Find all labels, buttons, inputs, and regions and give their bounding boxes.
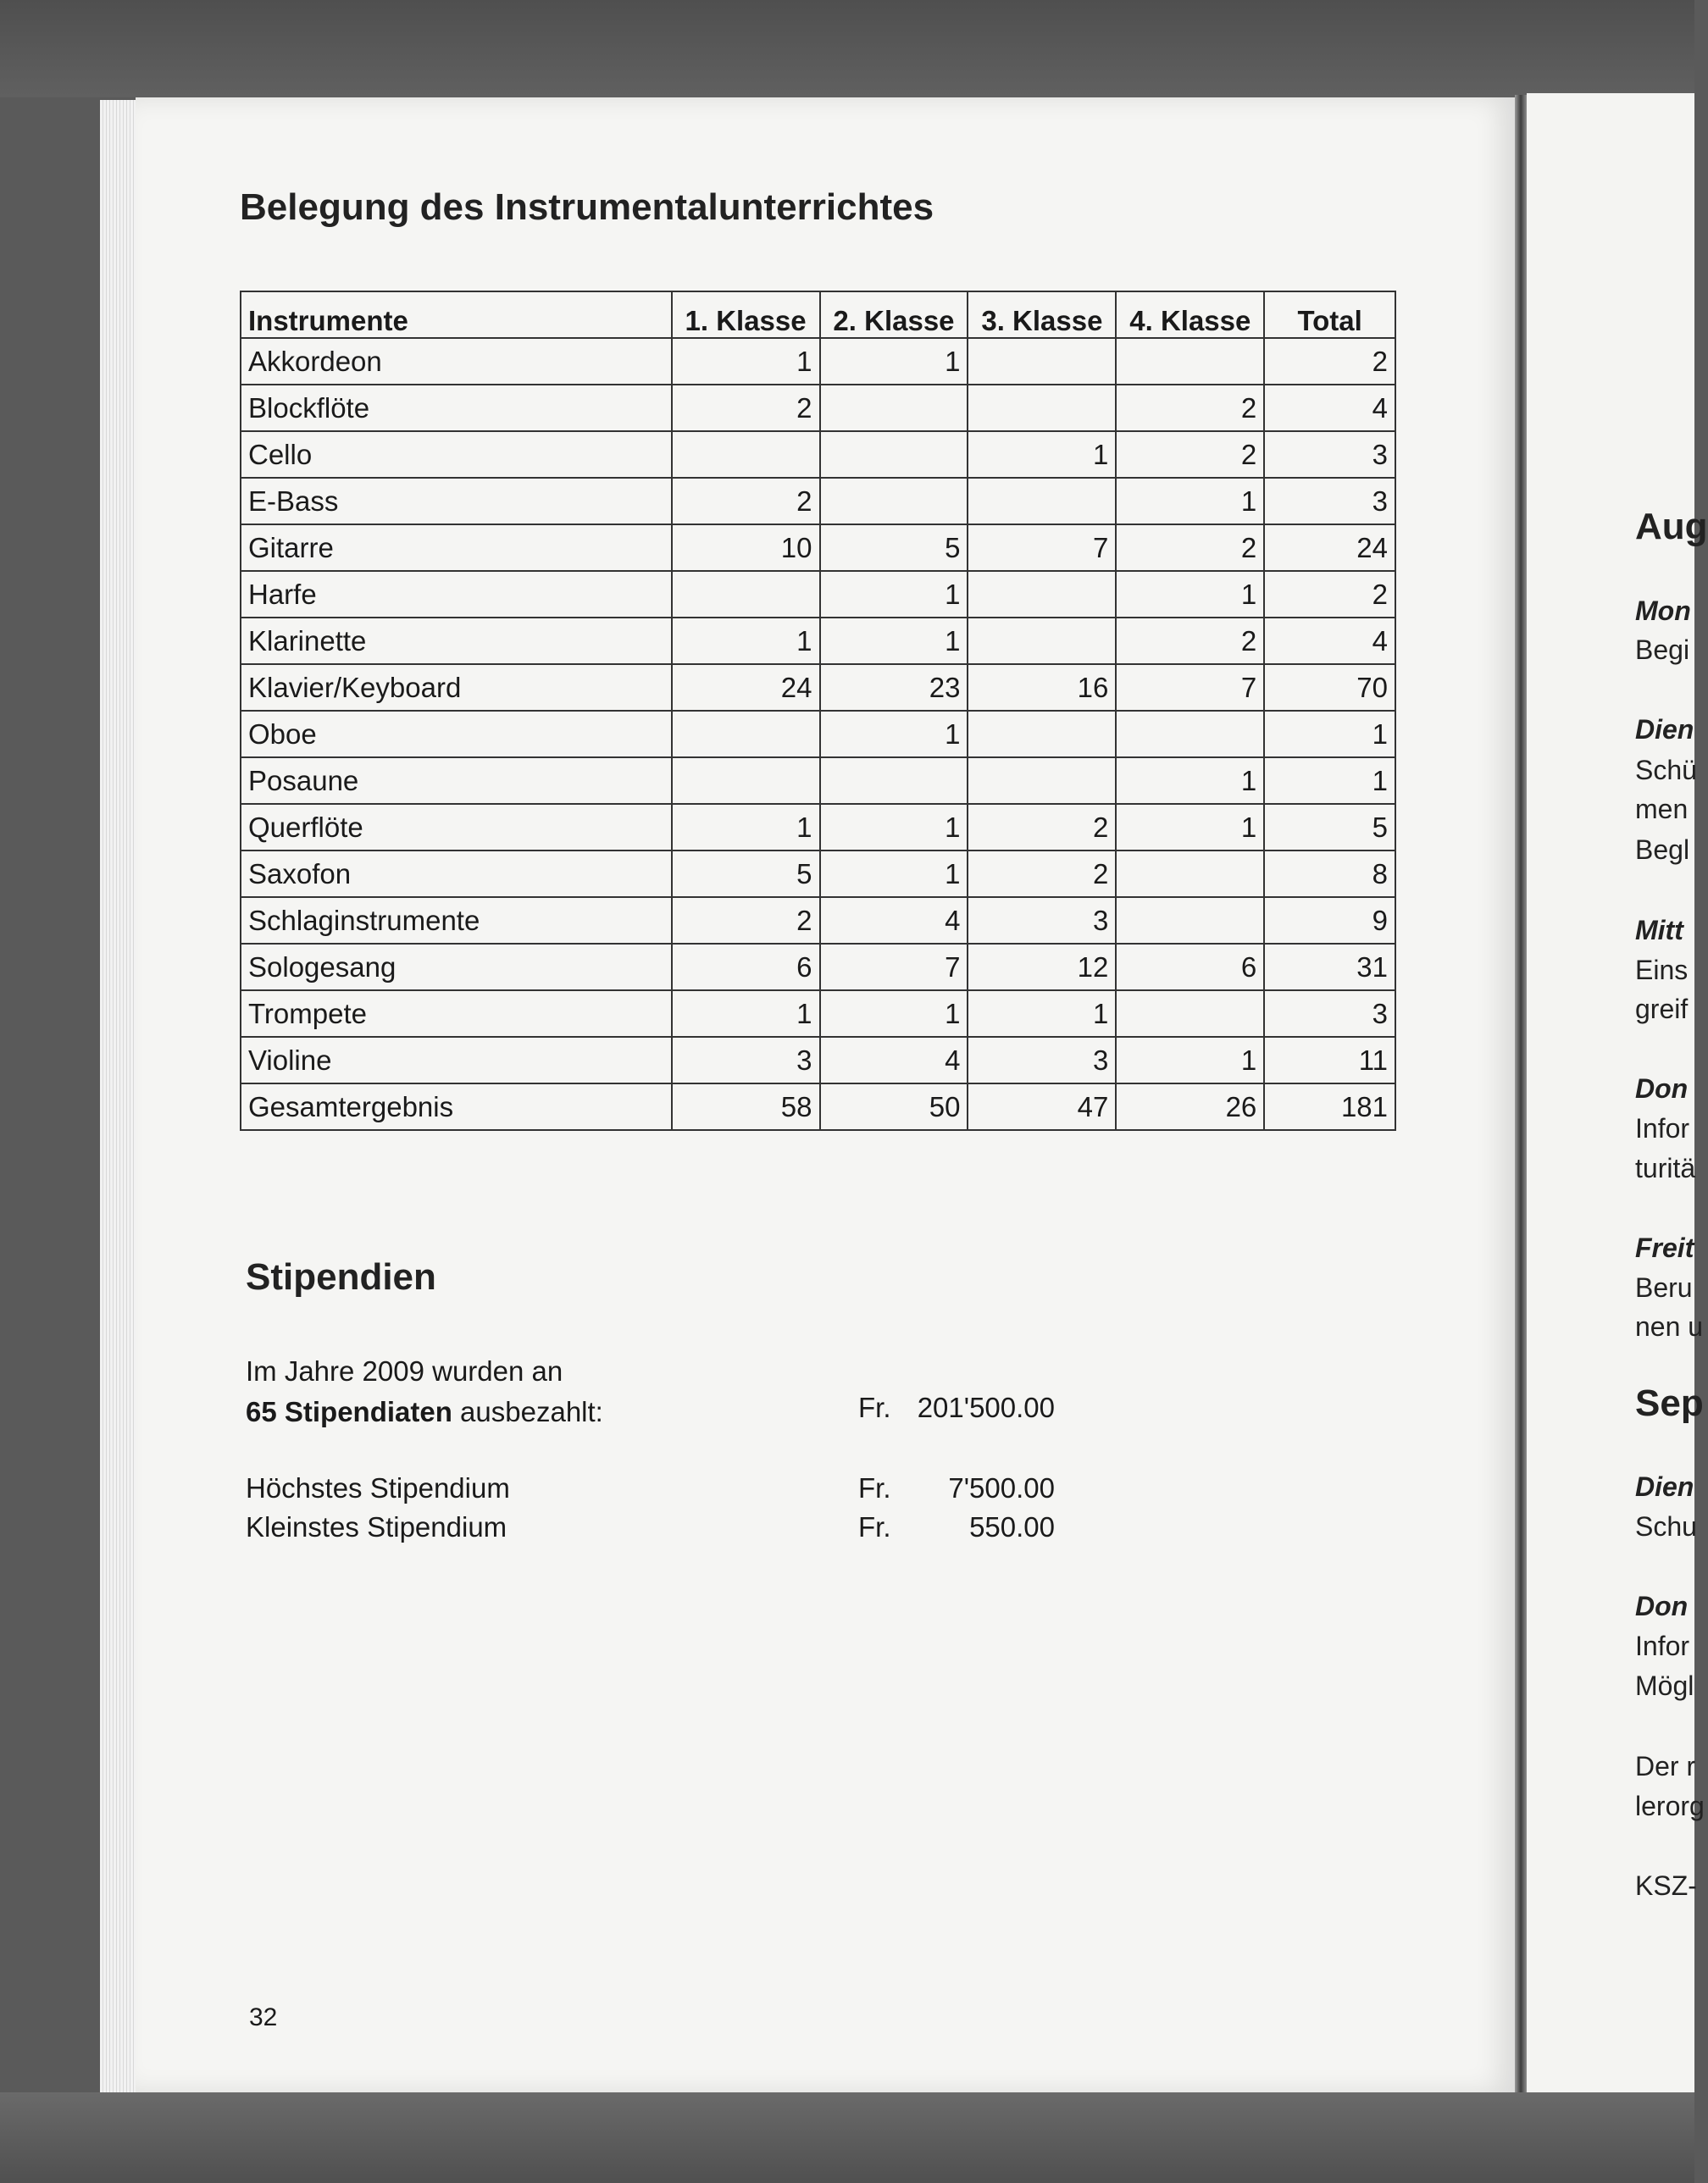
right-day-label: Don (1635, 1591, 1689, 1621)
right-day-label: Mitt (1635, 915, 1683, 945)
count-cell: 23 (820, 664, 968, 711)
count-cell: 5 (820, 524, 968, 571)
table-row (241, 711, 1395, 757)
count-cell: 6 (1116, 944, 1264, 990)
currency-label: Fr. (858, 1472, 891, 1504)
column-header: 2. Klasse (820, 291, 968, 338)
count-cell: 1 (820, 338, 968, 385)
count-cell: 1 (1116, 1037, 1264, 1083)
table-row (241, 478, 1395, 524)
count-cell: 1 (672, 990, 820, 1037)
count-cell (968, 385, 1116, 431)
total-cell: 9 (1264, 897, 1395, 944)
total-cell: 70 (1264, 664, 1395, 711)
right-text: Beru (1635, 1272, 1693, 1303)
total-cell: 2 (1264, 338, 1395, 385)
count-cell: 1 (820, 571, 968, 618)
count-cell: 3 (968, 897, 1116, 944)
count-cell (968, 478, 1116, 524)
count-cell (820, 431, 968, 478)
count-cell: 16 (968, 664, 1116, 711)
count-cell (820, 757, 968, 804)
intro-rest: ausbezahlt: (452, 1396, 603, 1427)
count-cell (1116, 711, 1264, 757)
count-cell: 1 (1116, 757, 1264, 804)
count-cell (968, 338, 1116, 385)
count-cell: 1 (820, 618, 968, 664)
count-cell (1116, 850, 1264, 897)
total-cell: 1 (1264, 757, 1395, 804)
right-text: Begi (1635, 634, 1690, 665)
instrument-cell: Oboe (241, 711, 672, 757)
total-cell: 24 (1264, 524, 1395, 571)
right-text: KSZ- (1635, 1870, 1697, 1901)
page-title: Belegung des Instrumentalunterrichtes (240, 186, 934, 228)
right-text: men (1635, 794, 1689, 824)
right-text: lerorg (1635, 1791, 1705, 1821)
instrument-cell: Schlaginstrumente (241, 897, 672, 944)
count-cell: 12 (968, 944, 1116, 990)
count-cell: 1 (968, 990, 1116, 1037)
count-cell: 1 (820, 711, 968, 757)
count-cell: 2 (968, 850, 1116, 897)
min-stipendium-label: Kleinstes Stipendium (246, 1511, 507, 1543)
table-row (241, 850, 1395, 897)
instrument-cell: Akkordeon (241, 338, 672, 385)
intro-line: Im Jahre 2009 wurden an (246, 1355, 563, 1387)
instrument-cell: Blockflöte (241, 385, 672, 431)
count-cell (672, 711, 820, 757)
count-cell: 2 (1116, 618, 1264, 664)
right-day-label: Dien (1635, 714, 1694, 745)
count-cell: 1 (968, 431, 1116, 478)
table-row (241, 990, 1395, 1037)
table-body (241, 338, 1395, 1130)
count-cell: 1 (1116, 478, 1264, 524)
count-cell: 7 (968, 524, 1116, 571)
count-cell (1116, 338, 1264, 385)
book-gutter (1515, 95, 1527, 2096)
count-cell: 2 (1116, 385, 1264, 431)
count-cell: 1 (672, 618, 820, 664)
count-cell: 7 (820, 944, 968, 990)
count-cell (968, 618, 1116, 664)
instrument-cell: E-Bass (241, 478, 672, 524)
currency-label: Fr. (858, 1511, 891, 1543)
currency-label: Fr. (858, 1392, 891, 1423)
column-header: Instrumente (241, 291, 672, 338)
table-row (241, 571, 1395, 618)
total-cell: 2 (1264, 571, 1395, 618)
total-cell: 11 (1264, 1037, 1395, 1083)
total-cell: 3 (1264, 990, 1395, 1037)
count-cell: 2 (1116, 431, 1264, 478)
total-cell: 3 (1264, 478, 1395, 524)
right-text: Infor (1635, 1631, 1690, 1661)
instrument-cell: Gesamtergebnis (241, 1083, 672, 1130)
amount-value: 7'500.00 (948, 1472, 1055, 1504)
total-cell: 8 (1264, 850, 1395, 897)
right-heading: Sep (1635, 1382, 1704, 1424)
count-cell (672, 431, 820, 478)
table-row (241, 897, 1395, 944)
intro-line-2 (246, 1392, 603, 1432)
amount-value: 201'500.00 (917, 1392, 1055, 1423)
instrument-cell: Violine (241, 1037, 672, 1083)
table-row (241, 1037, 1395, 1083)
count-cell: 2 (1116, 524, 1264, 571)
instrument-cell: Trompete (241, 990, 672, 1037)
count-cell: 1 (820, 850, 968, 897)
table-row (241, 804, 1395, 850)
count-cell (968, 711, 1116, 757)
count-cell: 1 (820, 990, 968, 1037)
right-text: greif (1635, 994, 1689, 1024)
count-cell: 10 (672, 524, 820, 571)
count-cell: 2 (672, 478, 820, 524)
section-title-stipendien: Stipendien (246, 1256, 436, 1298)
table-header-row (241, 291, 1395, 338)
count-cell: 26 (1116, 1083, 1264, 1130)
instrument-cell: Posaune (241, 757, 672, 804)
right-text: Infor (1635, 1113, 1690, 1144)
right-text: Begl (1635, 834, 1690, 865)
right-text: turitä (1635, 1153, 1696, 1183)
count-cell (820, 385, 968, 431)
count-cell: 6 (672, 944, 820, 990)
right-day-label: Freit (1635, 1233, 1694, 1263)
right-text: Schu (1635, 1511, 1697, 1542)
table-row (241, 944, 1395, 990)
total-cell: 181 (1264, 1083, 1395, 1130)
count-cell: 2 (968, 804, 1116, 850)
column-header: 1. Klasse (672, 291, 820, 338)
instrument-cell: Klavier/Keyboard (241, 664, 672, 711)
intro-bold: 65 Stipendiaten (246, 1396, 452, 1427)
right-day-label: Don (1635, 1073, 1689, 1104)
table-row (241, 524, 1395, 571)
max-amount (858, 1472, 1055, 1506)
scan-background-bottom (0, 2092, 1694, 2183)
instrument-cell: Cello (241, 431, 672, 478)
stipendien-intro (246, 1351, 603, 1432)
instrument-table (240, 291, 1396, 1131)
table-row (241, 757, 1395, 804)
scan-background-top (0, 0, 1694, 97)
count-cell (968, 757, 1116, 804)
right-day-label: Mon (1635, 596, 1691, 626)
table-row (241, 431, 1395, 478)
total-cell: 4 (1264, 385, 1395, 431)
count-cell (968, 571, 1116, 618)
total-cell: 31 (1264, 944, 1395, 990)
total-amount (858, 1392, 1055, 1426)
instrument-cell: Harfe (241, 571, 672, 618)
table-row (241, 618, 1395, 664)
count-cell: 2 (672, 385, 820, 431)
column-header: 4. Klasse (1116, 291, 1264, 338)
count-cell (820, 478, 968, 524)
count-cell: 3 (672, 1037, 820, 1083)
right-text: nen u (1635, 1311, 1704, 1342)
column-header: Total (1264, 291, 1395, 338)
right-text: Schü (1635, 755, 1697, 785)
count-cell: 24 (672, 664, 820, 711)
count-cell: 1 (672, 338, 820, 385)
table-row (241, 338, 1395, 385)
count-cell (672, 571, 820, 618)
right-day-label: Dien (1635, 1471, 1694, 1502)
count-cell (1116, 990, 1264, 1037)
right-text: Eins (1635, 955, 1689, 985)
count-cell: 4 (820, 897, 968, 944)
page-number: 32 (249, 2003, 278, 2031)
right-text: Mögl (1635, 1670, 1694, 1701)
count-cell: 7 (1116, 664, 1264, 711)
count-cell: 1 (672, 804, 820, 850)
count-cell: 2 (672, 897, 820, 944)
count-cell: 47 (968, 1083, 1116, 1130)
count-cell: 1 (1116, 571, 1264, 618)
count-cell: 1 (820, 804, 968, 850)
column-header: 3. Klasse (968, 291, 1116, 338)
count-cell: 1 (1116, 804, 1264, 850)
count-cell: 50 (820, 1083, 968, 1130)
total-cell: 3 (1264, 431, 1395, 478)
count-cell: 3 (968, 1037, 1116, 1083)
table-row (241, 1083, 1395, 1130)
count-cell (1116, 897, 1264, 944)
min-amount (858, 1511, 1055, 1545)
table-row (241, 385, 1395, 431)
max-stipendium-label: Höchstes Stipendium (246, 1472, 510, 1504)
table-row (241, 664, 1395, 711)
instrument-cell: Sologesang (241, 944, 672, 990)
total-cell: 5 (1264, 804, 1395, 850)
count-cell: 58 (672, 1083, 820, 1130)
instrument-cell: Saxofon (241, 850, 672, 897)
count-cell: 5 (672, 850, 820, 897)
instrument-cell: Gitarre (241, 524, 672, 571)
total-cell: 4 (1264, 618, 1395, 664)
right-text: Der r (1635, 1751, 1696, 1781)
instrument-cell: Klarinette (241, 618, 672, 664)
count-cell (672, 757, 820, 804)
instrument-cell: Querflöte (241, 804, 672, 850)
count-cell: 4 (820, 1037, 968, 1083)
right-heading: Aug (1635, 506, 1708, 547)
amount-value: 550.00 (969, 1511, 1055, 1543)
total-cell: 1 (1264, 711, 1395, 757)
